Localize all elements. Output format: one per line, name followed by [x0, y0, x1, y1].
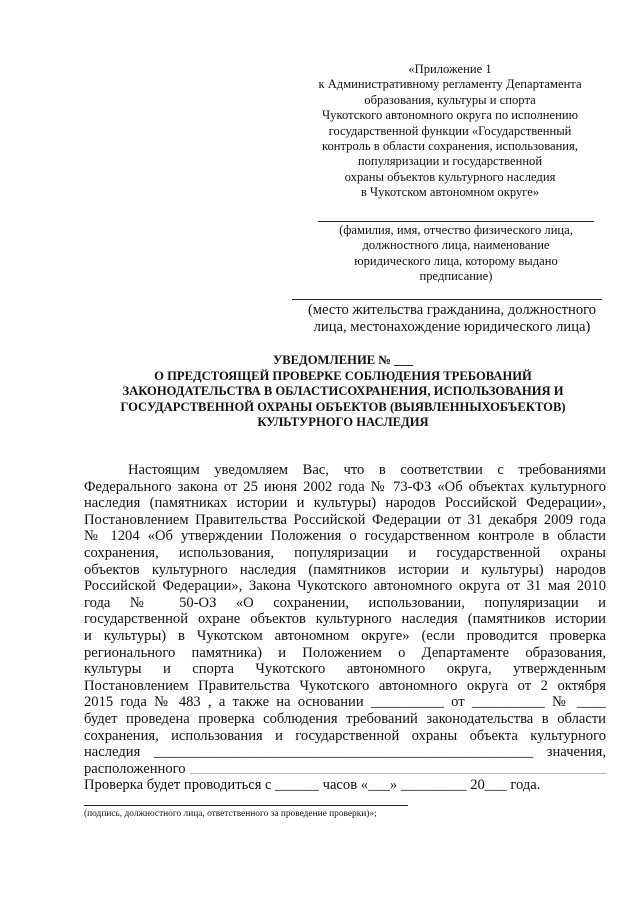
appendix-line: охраны объектов культурного наследия	[344, 169, 556, 184]
caption-line: предписание)	[419, 269, 493, 284]
body-line: расположенного	[84, 760, 186, 777]
appendix-header	[300, 62, 600, 201]
body-line: сохранения, использования и государственной охраны объекта культурного	[84, 727, 606, 744]
body-line: сохранения, использования, популяризации и государственной охраны	[84, 544, 606, 561]
body-line: наследия ____________________________________________________ значения,	[84, 744, 606, 761]
recipient-blank-line	[318, 221, 594, 222]
body-line: Постановлением Правительства Чукотского автономного округа от 2 октября	[84, 677, 606, 694]
body-line: № 1204 «Об утверждении Положения о государственном контроле в области	[84, 528, 606, 545]
appendix-line: образования, культуры и спорта	[364, 92, 536, 107]
body-line: Проверка будет проводиться с ______ часов «___» _________ 20___ года.	[84, 777, 541, 794]
caption-line: (место жительства гражданина, должностного	[307, 302, 597, 318]
address-blank-line	[292, 299, 602, 300]
caption-line: должностного лица, наименование	[362, 238, 550, 253]
notice-body	[84, 462, 606, 794]
signature-caption: (подпись, должностного лица, ответственного за проведение проверки)»;	[84, 809, 377, 819]
body-line: государственной охране объектов культурного наследия (памятников истории	[84, 611, 606, 628]
body-line: года № 50-ОЗ «О сохранении, использовании, популяризации и	[84, 594, 606, 611]
body-line: объектов культурного наследия (памятников истории и культуры) народов	[84, 561, 606, 578]
body-line: будет проведена проверка соблюдения требований законодательства в области	[84, 710, 606, 727]
title-line: ЗАКОНОДАТЕЛЬСТВА В ОБЛАСТИСОХРАНЕНИЯ, ИСПОЛЬЗОВАНИЯ И	[122, 384, 564, 399]
caption-line: (фамилия, имя, отчество физического лица,	[339, 223, 573, 237]
body-line: Настоящим уведомляем Вас, что в соответствии с требованиями	[128, 462, 606, 478]
body-line: Российской Федерации», Закона Чукотского автономного округа от 31 мая 2010	[84, 578, 606, 595]
body-line: культуры и спорта Чукотского автономного округа, утвержденным	[84, 661, 606, 678]
location-blank-line	[190, 773, 606, 774]
notice-title	[60, 353, 626, 431]
caption-line: юридического лица, которому выдано	[354, 253, 558, 268]
appendix-line: государственной функции «Государственный	[328, 123, 572, 138]
body-line: 2015 года № 483 , а также на основании __________ от __________ № ____	[84, 694, 606, 711]
body-line: Постановлением Правительства Российской Федерации от 31 декабря 2009 года	[84, 511, 606, 528]
appendix-line: контроль в области сохранения, использования,	[322, 139, 578, 154]
signature-blank-line	[84, 805, 408, 806]
appendix-line: Чукотского автономного округа по исполнению	[322, 108, 578, 123]
title-line: ГОСУДАРСТВЕННОЙ ОХРАНЫ ОБЪЕКТОВ (ВЫЯВЛЕННЫХОБЪЕКТОВ)	[120, 399, 566, 414]
body-line: Федерального закона от 25 июня 2002 года № 73-ФЗ «Об объектах культурного	[84, 478, 606, 495]
recipient-caption	[318, 223, 594, 285]
address-caption	[292, 302, 612, 336]
appendix-line: «Приложение 1	[408, 62, 492, 76]
caption-line: лица, местонахождение юридического лица)	[313, 319, 591, 335]
appendix-line: в Чукотском автономном округе»	[360, 185, 540, 200]
body-line: и культуры) в Чукотском автономном округе» (если проводится проверка	[84, 627, 606, 644]
appendix-line: популяризации и государственной	[357, 154, 543, 169]
body-line: регионального памятника) и Положением о Департаменте образования,	[84, 644, 606, 661]
title-line: О ПРЕДСТОЯЩЕЙ ПРОВЕРКЕ СОБЛЮДЕНИЯ ТРЕБОВАНИЙ	[154, 368, 532, 383]
title-line: КУЛЬТУРНОГО НАСЛЕДИЯ	[257, 415, 429, 430]
appendix-line: к Административному регламенту Департамента	[318, 77, 582, 92]
body-line: наследия (памятниках истории и культуры) народов Российской Федерации»,	[84, 495, 606, 512]
title-line: УВЕДОМЛЕНИЕ № ___	[272, 353, 413, 367]
